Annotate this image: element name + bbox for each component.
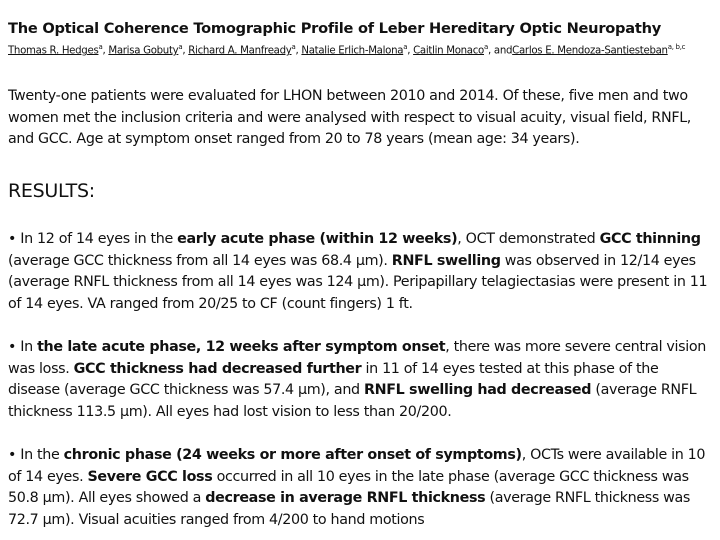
emphasis-text: Severe GCC loss bbox=[87, 468, 213, 485]
affiliation-mark: a bbox=[98, 43, 103, 51]
author-link[interactable]: Carlos E. Mendoza-Santiesteban bbox=[512, 45, 668, 57]
text-run: • In the bbox=[8, 447, 64, 463]
emphasis-text: decrease in average RNFL thickness bbox=[205, 490, 486, 506]
page-title: The Optical Coherence Tomographic Profile of Leber Hereditary Optic Neuropathy bbox=[8, 20, 661, 37]
intro-paragraph: Twenty-one patients were evaluated for LHON between 2010 and 2014. Of these, five men and two women met the inclusion criteria and were analysed with respect to visual acuity, visual field, RNFL, and GCC. Age at symptom onset ranged from 20 to 78 years (mean age: 34 years). bbox=[8, 88, 691, 147]
late-phase-paragraph bbox=[8, 337, 713, 423]
emphasis-text: RNFL swelling bbox=[391, 252, 501, 269]
emphasis-text: GCC thickness had decreased further bbox=[73, 360, 362, 377]
emphasis-text: GCC thinning bbox=[599, 231, 701, 247]
affiliation-mark: a bbox=[484, 43, 488, 51]
text-run: (average RNFL thickness 113.5 μm). All eyes had lost vision to less than 20/200. bbox=[8, 382, 697, 420]
author-link[interactable]: Richard A. Manfready bbox=[188, 45, 292, 57]
author-link[interactable]: Marisa Gobuty bbox=[108, 45, 179, 57]
text-run: • In 12 of 14 eyes in the bbox=[8, 231, 178, 247]
chronic-phase-paragraph bbox=[8, 445, 713, 531]
authors-conjunction: and bbox=[493, 45, 513, 57]
results-heading: RESULTS: bbox=[8, 180, 95, 202]
affiliation-mark: a bbox=[291, 43, 296, 51]
emphasis-text: RNFL swelling had decreased bbox=[363, 382, 592, 398]
text-run: , OCTs were available in 10 of 14 eyes. bbox=[8, 447, 706, 485]
text-run: in 11 of 14 eyes tested at this phase of the disease (average GCC thickness was 57.4 μm), and bbox=[8, 360, 659, 398]
early-phase-paragraph bbox=[8, 229, 713, 315]
emphasis-text: early acute phase (within 12 weeks) bbox=[177, 231, 458, 247]
text-run: (average RNFL thickness was 72.7 μm). Visual acuities ranged from 4/200 to hand motions bbox=[8, 490, 691, 528]
text-run: , OCT demonstrated bbox=[457, 231, 600, 247]
text-run: , there was more severe central vision was loss. bbox=[8, 339, 706, 377]
affiliation-mark: a bbox=[403, 43, 408, 51]
text-run: • In bbox=[8, 339, 38, 355]
emphasis-text: chronic phase (24 weeks or more after onset of symptoms) bbox=[63, 447, 522, 463]
text-run: was observed in 12/14 eyes (average RNFL thickness from all 14 eyes was 124 μm). Peripapillary telagiectasias were present in 11 of 14 eyes. VA ranged from 20/25 to CF (count fingers) 1 ft. bbox=[8, 252, 708, 312]
author-list: Thomas R. Hedges$^a$, Marisa Gobuty$^a$, Richard A. Manfready$^a$, Natalie Erlich-Malona$^a$, Caitlin Monaco$^a$, andCarlos E. Mendoza-Santiesteban$^{a, b,c}$ bbox=[8, 43, 686, 57]
author-link[interactable]: Natalie Erlich-Malona bbox=[301, 45, 404, 57]
author-link[interactable]: Thomas R. Hedges bbox=[8, 45, 99, 57]
text-run: (average GCC thickness from all 14 eyes was 68.4 μm). bbox=[8, 252, 392, 269]
author-link[interactable]: Caitlin Monaco bbox=[413, 45, 484, 57]
emphasis-text: the late acute phase, 12 weeks after symptom onset bbox=[37, 339, 446, 355]
text-run: occurred in all 10 eyes in the late phase (average GCC thickness was 50.8 μm). All eyes showed a bbox=[8, 468, 689, 506]
affiliation-mark: a, b,c bbox=[667, 43, 686, 51]
affiliation-mark: a bbox=[178, 43, 183, 51]
